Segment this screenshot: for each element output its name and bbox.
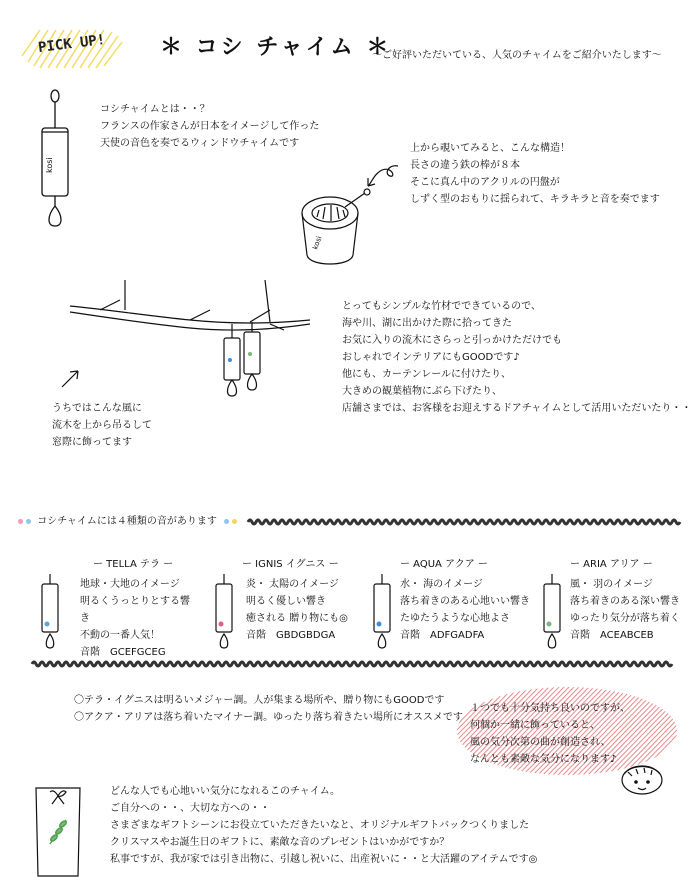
tone-line: 落ち着きのある心地いい響き	[400, 596, 530, 607]
yellow-dot-icon	[232, 519, 237, 524]
structure-line: 長さの違う鉄の棒が８本	[410, 160, 520, 171]
tone-color-dot	[219, 622, 224, 627]
structure-line: そこに真ん中のアクリルの円盤が	[410, 177, 560, 188]
bubble-line: １つでも十分気持ち良いのですが、	[470, 703, 630, 714]
tone-line: 明るくうっとりとする響き	[80, 596, 190, 624]
structure-line: 上から覗いてみると、こんな構造！	[410, 143, 570, 154]
gift-line: クリスマスやお誕生日のギフトに、素敵な音のプレゼントはいかがですか？	[110, 837, 450, 848]
tone-scale: 音階 ADFGADFA	[400, 630, 485, 641]
chime-top-view-illustration	[295, 185, 385, 275]
pink-dot-icon	[18, 519, 23, 524]
notes-text	[74, 692, 463, 726]
structure-text	[410, 140, 660, 208]
bubble-text	[470, 700, 630, 768]
material-line: 他にも、カーテンレールに付けたり、	[342, 369, 512, 380]
tone-heading: ー TELLA テラ ー	[93, 559, 174, 570]
structure-line: しずく型のおもりに揺られて、キラキラと音を奏でます	[410, 194, 660, 205]
tone-chime-icon	[370, 574, 398, 654]
intro-line: コシチャイムとは・・？	[100, 104, 210, 115]
gift-bag-illustration	[30, 780, 86, 880]
material-line: お気に入りの流木にさらっと引っかけただけでも	[342, 335, 562, 346]
note-line: 〇アクア・アリアは落ち着いたマイナー調。ゆったり落ち着きたい場所にオススメです	[74, 712, 463, 723]
page-title: ＊ コシ チャイム ＊	[160, 35, 392, 60]
material-line: 海や川、湖に出かけた際に拾ってきた	[342, 318, 512, 329]
tone-card-ignis	[212, 556, 372, 656]
gift-line: さまざまなギフトシーンにお役立ていただきたいなと、オリジナルギフトバックつくりました	[110, 820, 530, 831]
tone-color-dot	[45, 622, 50, 627]
tone-line: 不動の一番人気！	[80, 630, 160, 641]
chime-label: kosi	[45, 157, 54, 173]
pickup-label: PICK UP!	[37, 31, 107, 57]
tone-heading: ー IGNIS イグニス ー	[242, 559, 339, 570]
gift-line: どんな人でも心地いい気分になれるこのチャイム。	[110, 786, 340, 797]
tone-color-dot	[547, 622, 552, 627]
wavy-divider	[248, 516, 678, 528]
tone-card-tella	[38, 556, 198, 656]
bubble-line: 何個か一緒に飾っていると、	[470, 720, 600, 731]
tone-line: 炎・ 太陽のイメージ	[246, 579, 339, 590]
tone-line: たゆたうような心地よさ	[400, 613, 510, 624]
tone-line: ゆったり気分が落ち着く	[570, 613, 680, 624]
bubble-line: 風の気分次第の曲が創造され、	[470, 737, 611, 748]
tone-heading: ー ARIA アリア ー	[570, 559, 653, 570]
svg-text:kosi: kosi	[311, 235, 324, 251]
tone-color-dot	[377, 622, 382, 627]
pickup-badge	[18, 22, 128, 77]
tone-line: 落ち着きのある深い響き	[570, 596, 680, 607]
material-line: おしゃれでインテリアにもGOODです♪	[342, 352, 520, 363]
material-text	[342, 298, 691, 417]
tones-section-label	[18, 512, 240, 527]
face-doodle-icon	[618, 760, 668, 800]
intro-line: フランスの作家さんが日本をイメージして作った	[100, 121, 320, 132]
material-line: とってもシンプルな竹材でできているので、	[342, 301, 541, 312]
tone-line: 癒される 贈り物にも◎	[246, 613, 348, 624]
tone-chime-icon	[212, 574, 240, 654]
material-line: 大きめの観葉植物にぶら下げたり、	[342, 386, 502, 397]
gift-line: 私事ですが、我が家では引き出物に、引越し祝いに、出産祝いに・・と大活躍のアイテムです◎	[110, 854, 538, 865]
home-line: うちではこんな風に	[52, 403, 142, 414]
page-subtitle: 〜ご好評いただいている、人気のチャイムをご紹介いたします〜	[372, 50, 662, 61]
tone-chime-icon	[38, 574, 66, 654]
tone-heading: ー AQUA アクア ー	[400, 559, 488, 570]
tone-scale: 音階 GCEFGCEG	[80, 647, 166, 658]
blue-dot-icon	[26, 519, 31, 524]
chime-illustration	[30, 88, 80, 238]
tone-line: 地球・大地のイメージ	[80, 579, 180, 590]
intro-text	[100, 101, 319, 152]
tone-card-aqua	[370, 556, 530, 656]
gift-line: ご自分への・・、大切な方への・・	[110, 803, 270, 814]
tone-scale: 音階 ACEABCEB	[570, 630, 654, 641]
bubble-line: なんとも素敵な気分になります♪	[470, 754, 617, 765]
tone-scale: 音階 GBDGBDGA	[246, 630, 336, 641]
home-line: 流木を上から吊るして	[52, 420, 152, 431]
home-line: 窓際に飾ってます	[52, 437, 132, 448]
intro-line: 天使の音色を奏でるウィンドウチャイムです	[100, 138, 300, 149]
driftwood-illustration	[70, 280, 320, 410]
home-text	[52, 400, 152, 451]
arrow-icon	[60, 367, 82, 389]
tone-card-aria	[540, 556, 690, 656]
tones-section-text: コシチャイムには４種類の音があります	[37, 516, 217, 527]
tone-chime-icon	[540, 574, 568, 654]
material-line: 店舗さまでは、お客様をお迎えするドアチャイムとして活用いただいたり・・	[342, 403, 692, 414]
blue-dot-icon	[224, 519, 229, 524]
gift-text	[110, 783, 537, 868]
tone-line: 水・ 海のイメージ	[400, 579, 483, 590]
note-line: 〇テラ・イグニスは明るいメジャー調。人が集まる場所や、贈り物にもGOODです	[74, 695, 445, 706]
tone-line: 風・ 羽のイメージ	[570, 579, 653, 590]
tone-line: 明るく優しい響き	[246, 596, 326, 607]
